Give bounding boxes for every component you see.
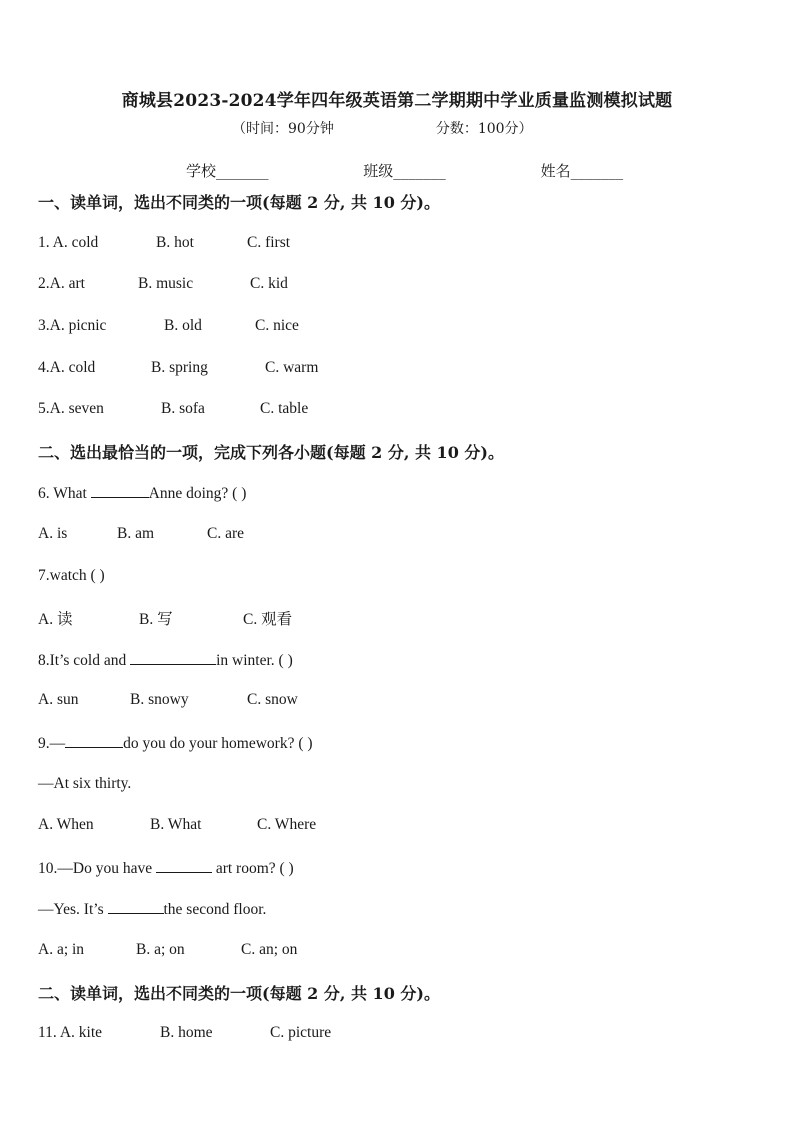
option-a[interactable]: A. When bbox=[38, 816, 94, 833]
question-5 bbox=[38, 400, 308, 418]
section-3-heading: 二、读单词，选出不同类的一项(每题 2 分, 共 10 分)。 bbox=[38, 984, 440, 1003]
option-b[interactable]: B. a; on bbox=[136, 941, 185, 958]
option-b[interactable]: B. am bbox=[117, 525, 155, 542]
option-c[interactable]: C. Where bbox=[257, 816, 317, 833]
option-a[interactable]: 1. A. cold bbox=[38, 234, 99, 251]
exam-meta bbox=[232, 118, 533, 138]
option-a[interactable]: A. sun bbox=[38, 691, 79, 708]
question-7-options bbox=[38, 607, 292, 629]
option-c[interactable]: C. nice bbox=[255, 317, 299, 334]
option-c[interactable]: C. first bbox=[247, 234, 291, 251]
option-c[interactable]: C. an; on bbox=[241, 941, 298, 958]
question-10 bbox=[38, 858, 294, 878]
answer-blank[interactable] bbox=[156, 858, 212, 873]
question-7: 7.watch ( ) bbox=[38, 567, 105, 584]
question-9-options bbox=[38, 816, 316, 834]
option-a[interactable]: A. is bbox=[38, 525, 68, 542]
school-field[interactable]: 学校_______ bbox=[186, 162, 269, 180]
name-field[interactable]: 姓名_______ bbox=[540, 162, 624, 180]
option-b[interactable]: B. hot bbox=[156, 234, 194, 251]
option-b[interactable]: B. home bbox=[160, 1024, 213, 1041]
option-b[interactable]: B. sofa bbox=[161, 400, 205, 417]
question-10-reply-start: —Yes. It’s bbox=[38, 901, 104, 918]
student-info bbox=[186, 160, 623, 181]
page-title: 商城县2023-2024学年四年级英语第二学期期中学业质量监测模拟试题 bbox=[121, 91, 673, 111]
option-b[interactable]: B. snowy bbox=[130, 691, 189, 708]
question-6-stem-end: Anne doing? ( ) bbox=[148, 485, 247, 502]
question-6-options bbox=[38, 525, 244, 543]
answer-blank[interactable] bbox=[91, 483, 149, 498]
option-a[interactable]: A. a; in bbox=[38, 941, 85, 958]
option-a[interactable]: 4.A. cold bbox=[38, 359, 96, 376]
option-c[interactable]: C. picture bbox=[270, 1024, 332, 1041]
option-a[interactable]: A. 读 bbox=[38, 611, 73, 628]
option-a[interactable]: 2.A. art bbox=[38, 275, 85, 292]
question-10-options bbox=[38, 941, 297, 959]
total-score: 分数：100分） bbox=[435, 121, 533, 137]
question-8-options bbox=[38, 691, 298, 709]
question-6-stem-start: 6. What bbox=[38, 485, 87, 502]
answer-blank[interactable] bbox=[108, 899, 164, 914]
question-10-stem-start: 10.—Do you have bbox=[38, 860, 153, 877]
question-9-stem-end: do you do your homework? ( ) bbox=[123, 735, 313, 752]
question-10-stem-end: art room? ( ) bbox=[215, 860, 294, 877]
option-c[interactable]: C. are bbox=[207, 525, 245, 542]
question-8-stem-end: in winter. ( ) bbox=[216, 652, 293, 669]
question-10-answer-line bbox=[38, 899, 266, 919]
class-field[interactable]: 班级_______ bbox=[363, 162, 446, 180]
question-2 bbox=[38, 275, 288, 293]
option-c[interactable]: C. warm bbox=[265, 359, 319, 376]
section-1-heading: 一、读单词，选出不同类的一项(每题 2 分, 共 10 分)。 bbox=[38, 193, 440, 212]
time-limit: （时间：90分钟 bbox=[232, 121, 334, 137]
option-b[interactable]: B. old bbox=[164, 317, 202, 334]
question-11 bbox=[38, 1024, 331, 1042]
option-c[interactable]: C. kid bbox=[250, 275, 288, 292]
section-2-heading: 二、选出最恰当的一项，完成下列各小题(每题 2 分, 共 10 分)。 bbox=[38, 443, 504, 462]
option-b[interactable]: B. What bbox=[150, 816, 202, 833]
option-b[interactable]: B. 写 bbox=[139, 611, 173, 628]
option-c[interactable]: C. table bbox=[260, 400, 309, 417]
question-6 bbox=[38, 483, 246, 503]
question-8 bbox=[38, 650, 293, 670]
question-10-reply-end: the second floor. bbox=[163, 901, 267, 918]
option-b[interactable]: B. spring bbox=[151, 359, 208, 376]
option-b[interactable]: B. music bbox=[138, 275, 194, 292]
question-8-stem-start: 8.It’s cold and bbox=[38, 652, 127, 669]
option-a[interactable]: 5.A. seven bbox=[38, 400, 104, 417]
option-a[interactable]: 11. A. kite bbox=[38, 1024, 103, 1041]
question-1 bbox=[38, 234, 290, 252]
answer-blank[interactable] bbox=[130, 650, 216, 665]
answer-blank[interactable] bbox=[65, 733, 123, 748]
option-c[interactable]: C. 观看 bbox=[243, 611, 293, 628]
question-9-stem-start: 9.— bbox=[38, 735, 66, 752]
question-3 bbox=[38, 317, 299, 335]
question-9 bbox=[38, 733, 313, 753]
question-9-answer-line: —At six thirty. bbox=[38, 775, 132, 792]
question-4 bbox=[38, 359, 318, 377]
option-a[interactable]: 3.A. picnic bbox=[38, 317, 107, 334]
option-c[interactable]: C. snow bbox=[247, 691, 298, 708]
